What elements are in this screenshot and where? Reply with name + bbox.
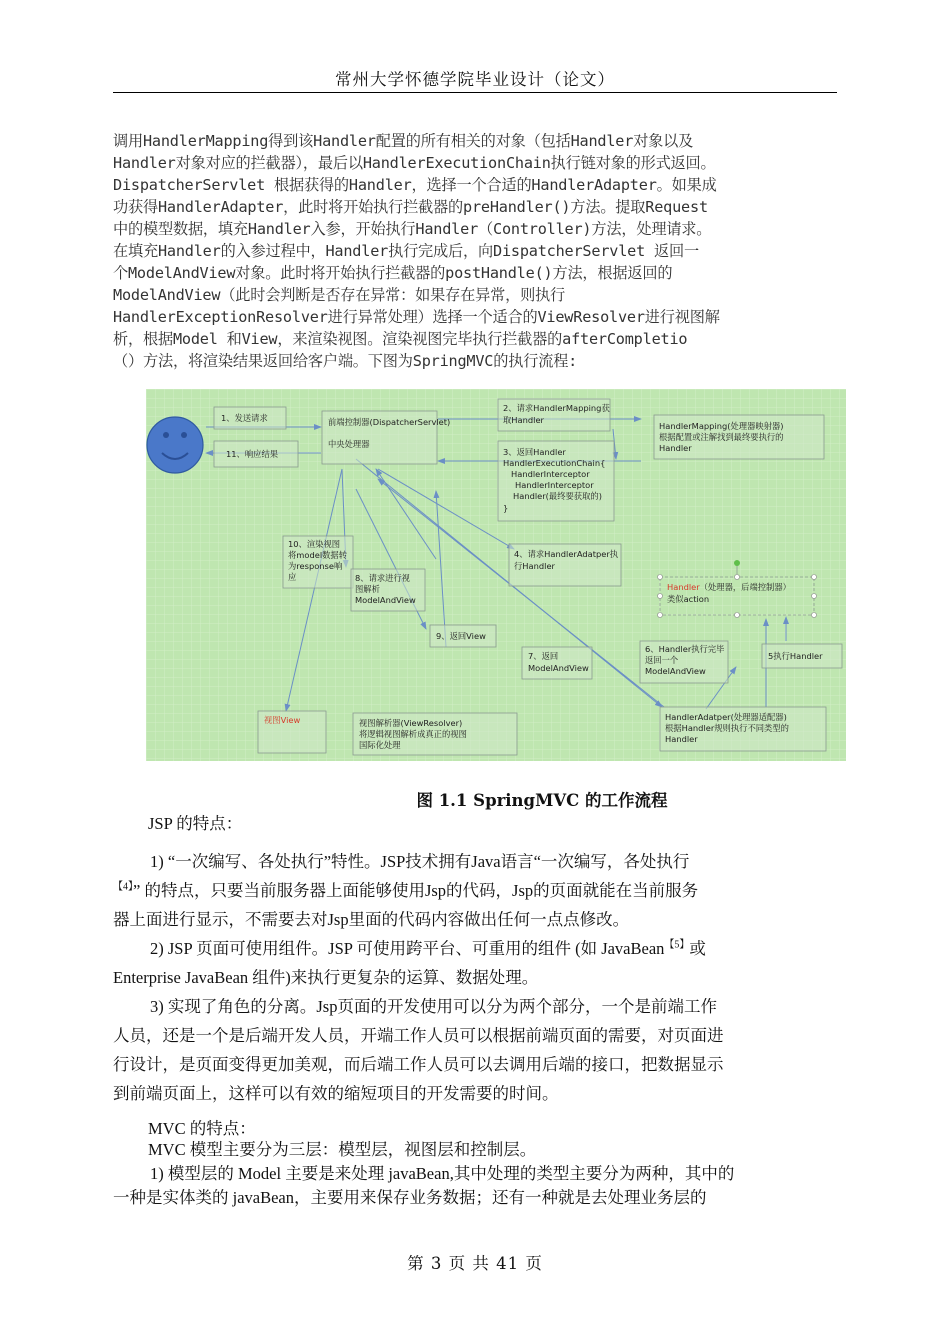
jsp-point-2-text: 2) JSP 页面可使用组件。JSP 可使用跨平台、可重用的组件 (如 JavaBean [150,939,665,958]
jsp-point-2-or: 或 [689,939,706,958]
handler-done-line: ModelAndView [645,666,706,676]
request-adapter-box [509,544,621,586]
view-label: 视图View [264,715,301,725]
execute-handler-label: 5执行Handler [768,651,823,661]
return-mav-line: 7、返回 [528,651,559,661]
rotate-handle-icon [734,560,740,566]
jsp-point-2-line: Enterprise JavaBean 组件)来执行更复杂的运算、数据处理。 [113,968,539,987]
handler-mapping-line: Handler [659,443,692,453]
handler-done-box [640,641,728,683]
request-adapter-line: 行Handler [514,561,555,571]
handler-done-line: 6、Handler执行完毕 [645,644,725,654]
handler-mapping-box [654,415,824,459]
citation-4: 【4】 [113,881,133,893]
mvc-line: 一种是实体类的 javaBean，主要用来保存业务数据；还有一种就是去处理业务层的 [113,1188,707,1207]
citation-5: 【5】 [664,939,690,951]
jsp-heading: JSP 的特点： [148,814,243,833]
page-header: 常州大学怀德学院毕业设计（论文） [335,70,615,89]
central-processor-label: 中央处理器 [328,439,370,449]
jsp-point-3-line: 3) 实现了角色的分离。Jsp页面的开发使用可以分为两个部分，一个是前端工作 [150,997,717,1016]
view-resolver-line: 视图解析器(ViewResolver) [359,718,463,728]
request-resolve-line: 8、请求进行视 [355,573,411,583]
return-chain-line: HandlerExecutionChain{ [503,458,606,468]
intro-line: ModelAndView（此时会判断是否存在异常：如果存在异常，则执行 [113,286,566,304]
return-chain-line: HandlerInterceptor [515,480,594,490]
return-chain-box [498,441,614,521]
request-resolve-line: 图解析 [355,584,380,594]
intro-line: 中的模型数据，填充Handler入参，开始执行Handler（Controller)方法，处理请求。 [113,220,712,238]
render-view-line: 10、渲染视图 [288,539,341,549]
response-result-label: 11、响应结果 [226,449,279,459]
intro-line: HandlerExceptionResolver进行异常处理）选择一个适合的ViewResolver进行视图解 [113,308,720,326]
jsp-point-3-line: 行设计，是页面变得更加美观，而后端工作人员可以去调用后端的接口，把数据显示 [113,1055,724,1074]
return-chain-line: Handler(最终要获取的) [513,491,602,501]
view-resolver-box [353,713,517,755]
send-request-label: 1、发送请求 [221,413,268,423]
handler-adapter-line: HandlerAdatper(处理器适配器) [665,712,787,722]
request-mapping-line: 2、请求HandlerMapping获 [503,403,610,413]
user-smiley-icon [147,417,203,473]
header-rule [113,92,837,93]
front-controller-label: 前端控制器(DispatcherServlet) [328,417,451,427]
jsp-point-1-line: 器上面进行显示，不需要去对Jsp里面的代码内容做出任何一点点修改。 [113,910,630,929]
view-box [258,711,326,753]
jsp-point-3-line: 人员，还是一个是后端开发人员，开端工作人员可以根据前端页面的需要，对页面进 [113,1026,724,1045]
request-mapping-box [498,399,610,431]
return-mav-line: ModelAndView [528,663,589,673]
send-request-box [214,407,286,429]
return-view-label: 9、返回View [436,631,486,641]
view-resolver-line: 国际化处理 [359,740,401,750]
intro-line: 调用HandlerMapping得到该Handler配置的所有相关的对象（包括Handler对象以及 [113,132,694,150]
render-view-line: 应 [288,572,297,582]
request-resolve-box [351,569,425,611]
jsp-point-3-line: 到前端页面上，这样可以有效的缩短项目的开发需要的时间。 [113,1084,559,1103]
view-resolver-line: 将逻辑视图解析成真正的视图 [359,729,467,739]
handler-adapter-line: 根据Handler规则执行不同类型的 [665,723,789,733]
svg-text:Handler（处理器，后端控制器） [667,582,791,593]
mvc-line: MVC 模型主要分为三层：模型层，视图层和控制层。 [148,1140,537,1159]
intro-line: 析，根据Model 和View，来渲染视图。渲染视图完毕执行拦截器的afterCompletio [113,330,688,348]
handler-adapter-line: Handler [665,734,698,744]
return-chain-line: } [503,503,509,513]
jsp-point-1-line: 1) “一次编写、各处执行”特性。JSP技术拥有Java语言“一次编写，各处执行 [150,852,690,871]
render-view-box [283,536,353,588]
return-chain-line: 3、返回Handler [503,447,566,457]
return-chain-line: HandlerInterceptor [511,469,590,479]
figure-caption: 图 1.1 SpringMVC 的工作流程 [416,791,668,810]
response-result-box [214,441,298,467]
request-mapping-line: 取Handler [503,415,544,425]
execute-handler-box [762,644,842,668]
handler-desc-label: （处理器，后端控制器） [699,582,791,592]
intro-line: 功获得HandlerAdapter，此时将开始执行拦截器的preHandler()方法。提取Request [113,198,708,216]
jsp-point-1-line [113,877,698,901]
handler-desc2-label: 类似action [667,594,710,604]
mvc-heading: MVC 的特点： [148,1119,256,1138]
handler-mapping-line: HandlerMapping(处理器映射器) [659,421,784,431]
handler-red-label: Handler [667,582,700,592]
request-resolve-line: ModelAndView [355,595,416,605]
jsp-point-2-line [150,935,706,959]
intro-line: Handler对象对应的拦截器），最后以HandlerExecutionChain执行链对象的形式返回。 [113,154,716,172]
front-controller-box [322,411,450,464]
return-view-box [430,625,496,647]
page-footer: 第 3 页 共 41 页 [407,1254,543,1273]
intro-line: 在填充Handler的入参过程中，Handler执行完成后，向DispatcherServlet 返回一 [113,242,699,260]
intro-line: DispatcherServlet 根据获得的Handler，选择一个合适的HandlerAdapter。如果成 [113,176,717,194]
render-view-line: 为response响 [288,561,343,571]
render-view-line: 将model数据转 [288,550,348,560]
jsp-point-1-text: ” 的特点，只要当前服务器上面能够使用Jsp的代码，Jsp的页面就能在当前服务 [133,881,699,900]
springmvc-flow-diagram [146,389,846,761]
handler-done-line: 返回一个 [645,655,679,665]
intro-line: 个ModelAndView对象。此时将开始执行拦截器的postHandle()方法，根据返回的 [113,264,673,282]
request-adapter-line: 4、请求HandlerAdatper执 [514,549,619,559]
handler-adapter-box [660,707,826,751]
return-mav-box [522,647,592,679]
mvc-line: 1) 模型层的 Model 主要是来处理 javaBean,其中处理的类型主要分为两种，其中的 [150,1164,735,1183]
intro-line: （）方法，将渲染结果返回给客户端。下图为SpringMVC的执行流程: [113,352,578,370]
handler-mapping-line: 根据配置或注解找到最终要执行的 [659,432,784,442]
